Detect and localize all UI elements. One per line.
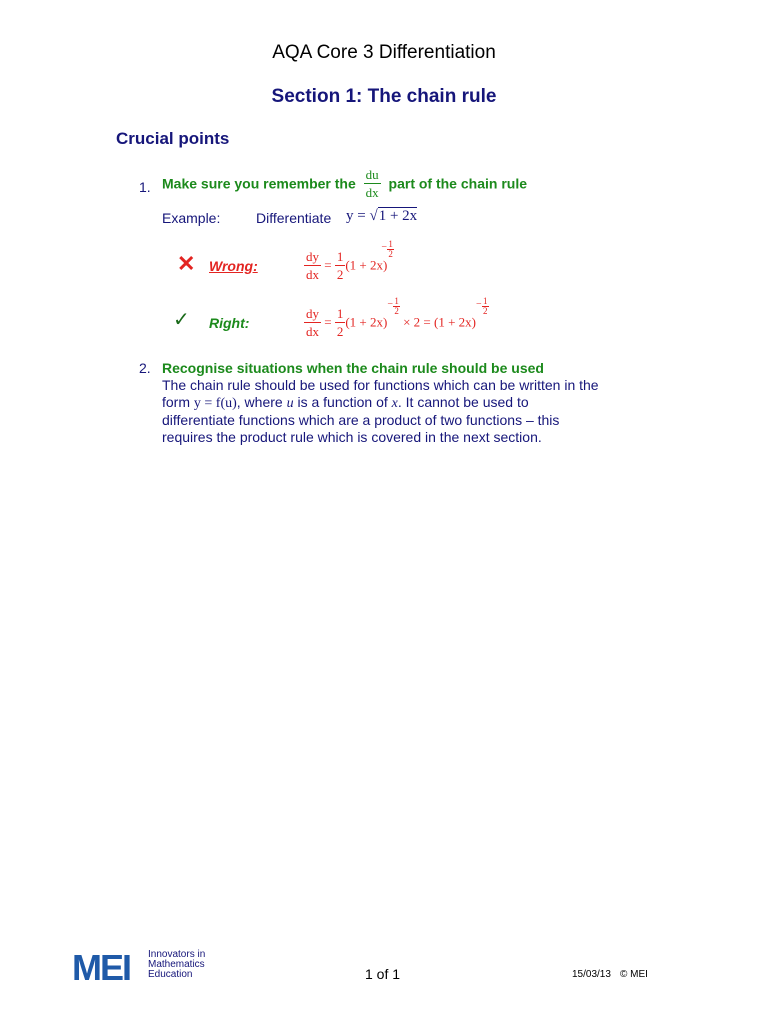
right-exponent [387,296,400,316]
wrong-half-den: 2 [336,267,344,282]
right-equals: = [324,314,332,330]
right-times-two: × 2 = [403,314,431,330]
example-expression [346,208,417,225]
right-dx: dx [306,324,319,339]
right-half-num: 1 [336,306,344,321]
mei-tagline-1: Innovators in [148,949,206,960]
point-2-cannot-text: . It cannot be used to [397,394,529,410]
document-title: AQA Core 3 Differentiation [272,42,496,63]
right-check-icon: ✓ [173,309,190,331]
wrong-exp-den: 2 [388,249,393,259]
wrong-exp-num: 1 [388,239,393,249]
point-2-body [162,377,662,446]
page-indicator: 1 of 1 [365,966,401,982]
mei-letters-graphic [72,951,146,983]
right-exp-num: 1 [394,296,399,306]
wrong-dx: dx [306,267,319,282]
dx-denominator: dx [365,185,379,200]
mei-tagline-3: Education [148,969,193,980]
point-2-function-notation: y = f(u) [193,396,237,411]
wrong-exponent [381,239,394,259]
point-1-heading [162,168,527,199]
right-half-den: 2 [336,324,344,339]
right-exp-den: 2 [394,306,399,316]
point-1-text-before: Make sure you remember the [162,175,356,192]
right-exp2-den: 2 [483,306,488,316]
mei-logo [72,950,232,984]
right-label: Right: [209,315,250,331]
wrong-equation [304,239,394,282]
point-2-line-4: requires the product rule which is covered in the next section. [162,429,542,445]
example-lhs: y = [346,208,366,224]
wrong-dy-dx [304,250,321,281]
wrong-half-num: 1 [336,249,344,264]
wrong-base: (1 + 2x) [345,257,388,273]
point-2-function-of: is a function of [297,394,388,410]
differentiate-label: Differentiate [256,210,332,226]
point-1-number: 1. [139,179,151,195]
wrong-equals: = [324,257,332,273]
right-dy: dy [306,306,319,321]
crucial-points-heading: Crucial points [116,129,230,148]
point-2-x-var: x [391,396,398,411]
section-title: Section 1: The chain rule [271,86,497,107]
point-2-u-var: u [286,396,294,411]
right-exponent-2 [476,296,489,316]
right-half [335,307,346,338]
point-2-where-word: , where [236,394,283,410]
footer-date: 15/03/13 [572,969,611,980]
du-numerator: du [365,167,379,182]
point-2-heading: Recognise situations when the chain rule should be used [162,360,544,376]
point-2-line-3: differentiate functions which are a product of two functions – this [162,412,560,428]
wrong-dy: dy [306,249,319,264]
point-1-text-after: part of the chain rule [388,175,527,192]
mei-tagline [148,950,205,980]
du-dx-fraction [364,168,381,199]
right-dy-dx [304,307,321,338]
right-exp2-sign: − [476,299,482,310]
point-2-line-1: The chain rule should be used for functions which can be written in the [162,377,599,393]
right-base-2: (1 + 2x) [434,314,477,330]
example-radicand: 1 + 2x [378,208,418,224]
wrong-exp-sign: − [381,242,387,253]
right-exp2-num: 1 [483,296,488,306]
mei-letters: MEI [72,951,131,983]
wrong-half [335,250,346,281]
right-base: (1 + 2x) [345,314,388,330]
sqrt-sign: √ [369,208,378,224]
wrong-cross-icon: ✕ [177,251,196,276]
wrong-label: Wrong: [209,258,258,274]
mei-tagline-2: Mathematics [148,959,205,970]
point-2-number: 2. [139,360,151,376]
right-exp-sign: − [387,299,393,310]
example-label: Example: [162,210,221,226]
footer-copyright: © MEI [620,969,648,980]
right-equation [304,296,489,339]
point-2-line-2 [162,394,662,412]
point-2-form-word: form [162,394,190,410]
